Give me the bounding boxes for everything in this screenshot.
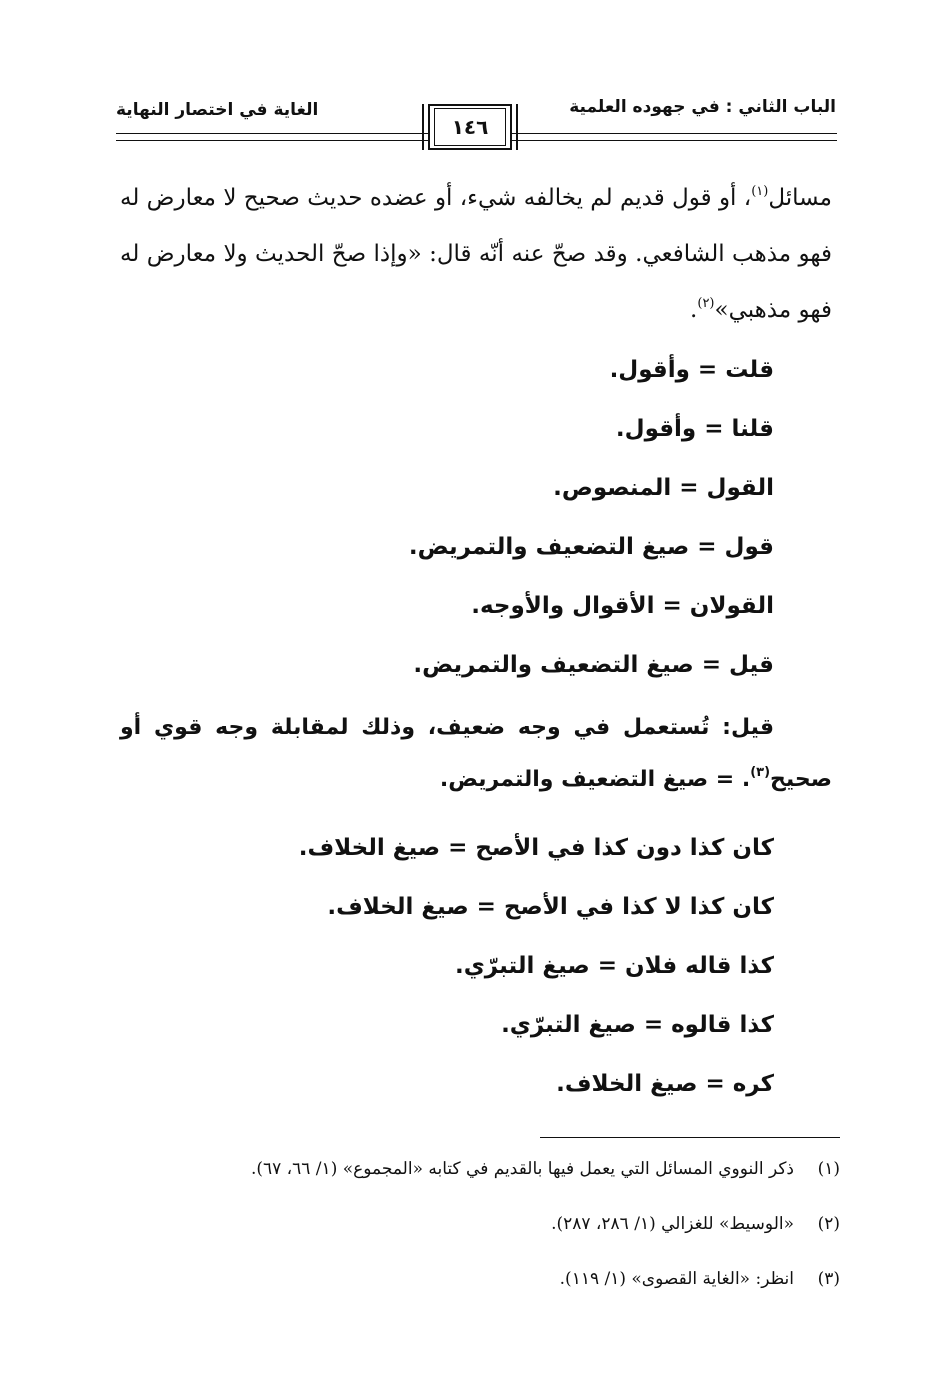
footnote-text: انظر: «الغاية القصوى» (١/ ١١٩).: [559, 1269, 794, 1289]
term-entry: قيل = صيغ التضعيف والتمريض.: [413, 652, 774, 678]
term-entry: كره = صيغ الخلاف.: [556, 1071, 774, 1097]
term-entry: قلت = وأقول.: [609, 357, 774, 383]
footnote: [120, 1207, 840, 1262]
body-paragraph: قيل: تُستعمل في وجه ضعيف، وذلك لمقابلة وجه قوي أو صحيح$^{(٣)}$. = صيغ التضعيف والتمريض.: [120, 715, 832, 792]
footnote-text: ذكر النووي المسائل التي يعمل فيها بالقديم في كتابه «المجموع» (١/ ٦٦، ٦٧).: [250, 1159, 794, 1179]
running-header-chapter: الباب الثاني : في جهوده العلمية: [569, 97, 836, 117]
header-rule: [116, 140, 428, 141]
term-entry: قول = صيغ التضعيف والتمريض.: [408, 534, 774, 560]
footnote: [120, 1152, 840, 1207]
footnote-ref: (١): [751, 184, 769, 199]
footnote-number: (٢): [817, 1214, 840, 1234]
header-rule: [512, 133, 837, 134]
header-rule: [116, 133, 428, 134]
term-entry: كان كذا لا كذا في الأصح = صيغ الخلاف.: [327, 894, 774, 920]
body-paragraph: مسائل$^{(١)}$، أو قول قديم لم يخالفه شيء، أو عضده حديث صحيح لا معارض له فهو مذهب الشافعي. وقد صحّ عنه أنّه قال: «وإذا صحّ الحديث ولا معارض له فهو مذهبي»$^{(٢)}$.: [120, 184, 832, 323]
footnote-ref: (٢): [697, 296, 715, 311]
term-list: [299, 822, 774, 1117]
term-entry: كان كذا دون كذا في الأصح = صيغ الخلاف.: [298, 835, 774, 861]
footnote-text: «الوسيط» للغزالي (١/ ٢٨٦، ٢٨٧).: [551, 1214, 794, 1234]
running-header-book-title: الغاية في اختصار النهاية: [116, 100, 319, 120]
term-entry: كذا قاله فلان = صيغ التبرّي.: [454, 953, 774, 979]
footnote: [120, 1262, 840, 1317]
header-rule: [512, 140, 837, 141]
term-entry: القولان = الأقوال والأوجه.: [471, 593, 774, 619]
term-entry: قلنا = وأقول.: [615, 416, 774, 442]
page-number-frame: [428, 104, 512, 150]
footnote-number: (٣): [817, 1269, 840, 1289]
footnote-separator: [540, 1137, 840, 1138]
footnote-number: (١): [817, 1159, 840, 1179]
term-entry: كذا قالوه = صيغ التبرّي.: [501, 1012, 774, 1038]
footnotes: [120, 1152, 840, 1317]
term-list: [409, 344, 774, 698]
footnote-ref: (٣): [750, 765, 771, 780]
page-number: ١٤٦: [451, 115, 489, 139]
term-entry: القول = المنصوص.: [553, 475, 774, 501]
